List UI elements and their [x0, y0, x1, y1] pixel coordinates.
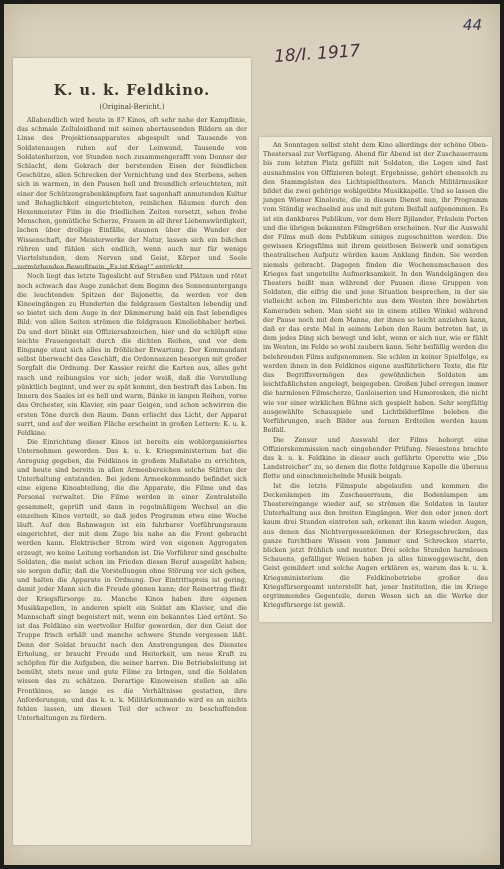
page-number: 44	[462, 16, 482, 34]
clipping-fold-line	[13, 268, 251, 269]
newspaper-clipping-right	[259, 137, 492, 622]
newspaper-clipping-left	[13, 58, 251, 845]
article-paragraph: Allabendlich wird heute in 87 Kinos, oft sehr nahe der Kampflinie, das schmale Zelluloidband mit seinen abertausenden Bildern an der Linse des Projektionsapparates abgespult und Tausende von Soldatenaugen ruhen auf der Leinwand, Tausende von Soldatenherzen, vor Stunden noch zusammengerafft vom Donner der Schlacht, dem Gekrach der berstenden Eisen der feindlichen Geschütze, allen Schrecken der Vernichtung und des Sterbens, sehen sich in warmen, in den Pausen hell und freundlich erleuchteten, mit einer der Schützengrabenkämpfern fast sagenhaft anmutenden Kultur und Behaglichkeit eingerichteten, reinlichen Räumen durch den Hexenmeister Film in die friedlichen Zeiten versetzt, sehen frohe Menschen, gemütliche Scherze, Frauen in all ihrer Liebenswürdigkeit, lachen über drollige Einfälle, staunen über die Wunder der Wissenschaft, der Meisterwerke der Natur, lassen sich ein bißchen rühren und fühlen sich endlich, wenn auch nur für wenige Viertelstunden, dem Nerven und Geist, Körper und Seele	[17, 117, 247, 263]
article-paragraph: Ist die letzte Filmspule abgelaufen und kommen die Deckenlampen im Zuschauerraum, die Bodenlampen am Theatereingange wieder auf, so strömen die Soldaten in lauter Unterhaltung aus den breiten Eingängen. Wer den oder jenen dort kaum drei Stunden eintreten sah, erkennt ihn kaum wieder. Augen, aus denen das Nichtvergessenkönnen der Kriegsschrecken, das ganze furchtbare Wissen vom Jammer und Schrecken starrte, blicken jetzt fröhlich und munter. Drei solche Stunden harmlosen Schauens, gefälliger Weisen haben ja alles hinweggewischt, den Geist gemildert und solche Augen erklären es, warum das k. u. k. Kriegsministerium die Feldkinobetriebe großer des Kriegsfürsorgeamt unterstellt hat, jener Institution, die im Kriege ergrimmendes Gegenteile, deren Wesen sich an die Werke der Kriegsfürsorge ist gewiß.	[263, 482, 488, 610]
article-title: K. u. k. Feldkino.	[53, 82, 211, 99]
article-subtitle: (Original-Bericht.)	[99, 103, 165, 111]
article-paragraph: An Sonntagen selbst steht dem Kino allerdings der schöne Oben-Theatersaal zur Verfügung. Abend für Abend ist der Zuschauerraum bis zum letzten Platz gefüllt mit Soldaten, die Logen sind fast ausnahmslos von Offizieren belegt. Ergebnisse, gehört ebensolch zu den Stammgästen des Lichtspieltheaters. Manch Militärmusiker bildet die zwei gehörige wohlgeübte Musikkapelle. Und so lassen die jungen Wiener Kinoleute, die in diesem Dienst nun, ihr Programm vom Ständig wechselnd aus und mit gutem Beifall aufgenommen. Es ist ein dankbares Publikum, vor dem Herr Bjilander, Fräulein Porten und die übrigen bekannten Filmgrößen erscheinen. Nur die Auswahl der Films muß dem Publikum einiges zugeschnitten werden. Die gewissen Kriegsfilms mit ihrem geistlosen Beiwerk und sonstigen theatralischen Aufputz würden kaum Anklang finden. Sie werden niemals gebracht. Dagegen finden die Wochenumschauen des Krieges fast ungeteilte Aufmerksamkeit. In den Wandelgängen des Theaters heißt man während der Pausen diese Gruppen von Soldaten, die eifrig die und jene Situation besprechen, in der sie vielleicht schon im Filmberichte aus dem Westen ihre bewährten Kameraden sehen. Man sieht sie in einem stillen Winkel während der Pause noch mit dem Manne, der ihnen so leicht anziehen kann, daß er das erste Mal in seinem Leben den Raum betreten hat, in dem jedes Ding sich bewegt und lebt, wenn er sich nur, wie er fühlt im Westen, im Felde so wohl zaubern kann. Sehr beifällig werden die belehrenden Films aufgenommen. Sie schlen in keiner Spielfolge, es werden ihnen in den Feldkinos eigene ausführlichere Texte, die für das Begriffsvermögen des gewöhnlichen Soldaten am leichtfaßlichsten angelegt, beigegeben. Großen Jubel erregen immer die harmlosen Filmscherze, Gauloiserien und Humoresken, die nicht wie vor einer wirklichen Bühne sich gespielt haben. Sehr sorgfältig ausgewählte Schauspiele und Lichtbilderfilme beleben die Vorführungen, auch Bilder aus fernen Erdteilen werden kaum Beifall.	[263, 142, 488, 435]
handwritten-date: 18/I. 1917	[273, 41, 362, 67]
article-paragraph: Die Einrichtung dieser Kinos ist bereits ein wohlorganisiertes Unternehmen geworden. Das k. u. k. Kriegsministerium hat die Anregung gegeben, die Feldkinos in großem Maßstabe zu errichten, und heute sind bereits in allen Armeebereichen solche Stätten der Unterhaltung entstanden. Bei jedem Armeekommando befindet sich eine eigene Kinoabteilung, die die Apparate, die Filme und das Personal verwaltet. Die Filme werden in einer Zentralstelle gesammelt, geprüft und dann in regelmäßigem Wechsel an die einzelnen Kinos verteilt, so daß jedes Programm etwa eine Woche läuft. Auf den Bahnwagen ist ein fahrbarer Vorführungsraum eingerichtet, der mit dem Zuge bis nahe an die Front gebracht werden kann. Elektrischer Strom wird von eigenen Aggregaten erzeugt, wo keine Leitung vorhanden ist. Die Vorführer sind geschulte Soldaten, die meist schon im Frieden diesen Beruf ausgeübt haben; sie sorgen dafür, daß die Vorstellungen ohne Störung vor sich gehen, und halten die Apparate in Ordnung. Der Eintrittspreis ist gering, damit jeder Mann sich die Freude gönnen kann; der Reinertrag fließt der Kriegsfürsorge zu. Manche Kinos haben ihre eigenen Musikkapellen, in anderen spielt ein Soldat am Klavier, und die Mannschaft singt begeistert mit, wenn ein bekanntes Lied ertönt. So ist das Feldkino ein wertvoller Helfer geworden, der den Geist der Truppe frisch erhält und manche schwere Stunde vergessen läßt. Denn der Soldat braucht nach den Anstrengungen des Dienstes Erholung, er braucht Freude und Heiterkeit, um neue Kraft zu schöpfen für die Aufgaben, die seiner harren. Die Betriebsleitung ist bemüht, stets neue und gute Filme zu bringen, und die Soldaten wissen das zu schätzen. Derartige Kinoweisen stellen an alle Frontkinos, so lange es die Verhältnisse gestatten, ihre Anforderungen, und das k. u. k. Militärkommando wird es an nichts fehlen lassen, um diesen Teil der schwer zu beschaffenden Unterhaltungen zu fördern.	[17, 439, 247, 723]
article-paragraph: Noch liegt das letzte Tageslicht auf Straßen und Plätzen und rötet noch schwach das Auge zunächst dem Beginn des Sonnenuntergangs die leuchtenden Spitzen der Bajonette, da werden vor den Kinoeingängen zu Hunderten die feldgrauen Gestalten lebendig und so bietet sich dem Auge in der Dämmerung bald ein fast lebendiges Bild: von allen Seiten strömen die feldgrauen Kinoliebhaber herbei. Da und dort blinkt ein Offiziersabzeichen, hier und da schlüpft eine leichte Frauengestalt durch die dichten Reihen, und vor dem Eingange staut sich alles in fröhlicher Erwartung. Der Kommandant selbst überwacht das Geschäft, die Ordonnanzen besorgen mit großer Sorgfalt die Ordnung. Der Kassier reicht die Karten aus, alles geht rasch und reibungslos vor sich; jeder weiß, daß die Vorstellung pünktlich beginnt, und wer zu spät kommt, den bestraft das Leben. Im Innern des Saales ist es hell und warm, Bänke in langen Reihen, vorne das Orchester, ein Klavier, ein paar Geigen, und schon schwirren die ersten Töne durch den Raum. Dann erlischt das Licht, der Apparat surrt, und auf der weißen Fläche erscheint in großen Lettern: K. u. k. Feldkino.	[17, 273, 247, 437]
article-paragraph: Die Zensur und Auswahl der Films beborgt eine Offizierskommission nach eingehender Prüfung. Neuestens brachte das k. u. k. Feldkino in dieser auch geführte Operette wie „Die Landstreicher“ zu, so denen die flotte feldgraue Kapelle die überaus flotte und einschmeichelnde Musik beigab.	[263, 436, 488, 481]
